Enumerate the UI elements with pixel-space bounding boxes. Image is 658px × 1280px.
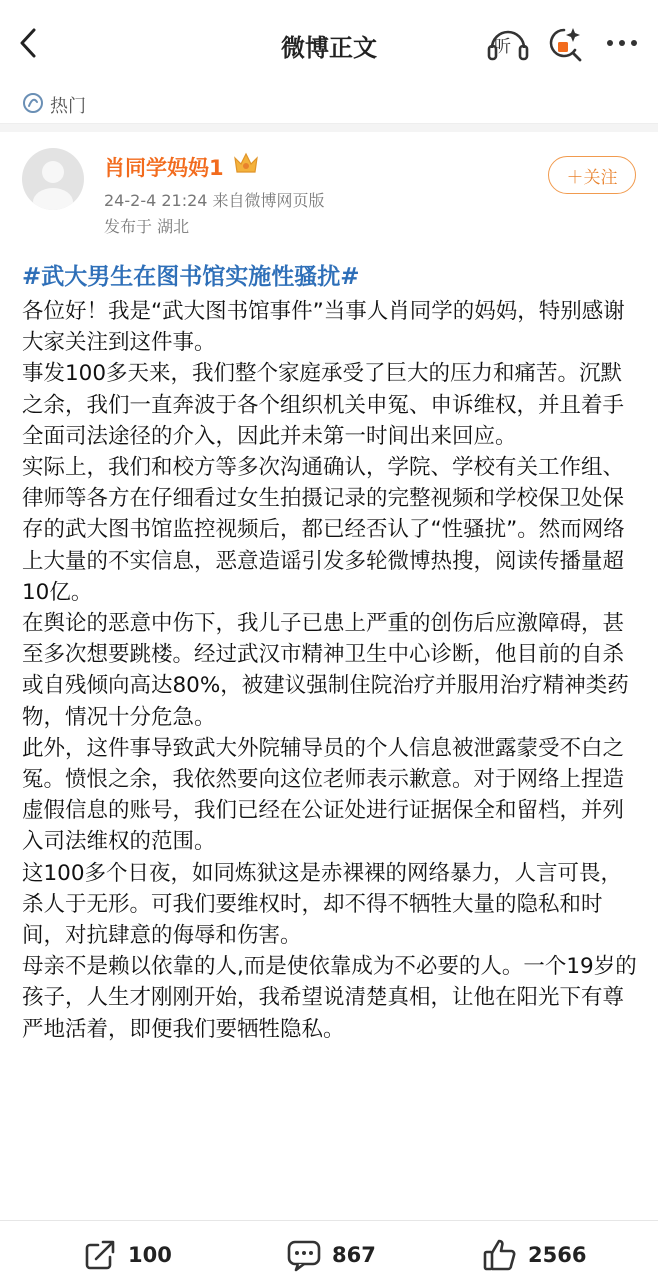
comment-icon bbox=[286, 1237, 322, 1273]
headphones-icon[interactable] bbox=[486, 24, 530, 64]
repost-icon bbox=[82, 1237, 118, 1273]
more-icon[interactable] bbox=[602, 28, 642, 58]
action-bar bbox=[0, 1220, 658, 1280]
post-body bbox=[22, 296, 638, 1045]
post-meta: 24-2-4 21:24 来自微博网页版 bbox=[104, 191, 325, 210]
post-paragraph: 母亲不是赖以依靠的人,而是使依靠成为不必要的人。一个19岁的孩子，人生才刚刚开始，我希望说清楚真相，让他在阳光下有尊严地活着，即便我们要牺牲隐私。 bbox=[22, 954, 637, 1042]
post-paragraph: 事发100多天来，我们整个家庭承受了巨大的压力和痛苦。沉默之余，我们一直奔波于各个组织机关申冤、申诉维权，并且着手全面司法途径的介入，因此并未第一时间出来回应。 bbox=[22, 361, 625, 449]
post-paragraph: 此外，这件事导致武大外院辅导员的个人信息被泄露蒙受不白之冤。愤恨之余，我依然要向这位老师表示歉意。对于网络上捏造虚假信息的账号，我们已经在公证处进行证据保全和留档，并列入司法维权的范围。 bbox=[22, 735, 625, 855]
repost-button[interactable] bbox=[82, 1235, 172, 1275]
hot-bar[interactable] bbox=[0, 84, 658, 124]
page-title: 微博正文 bbox=[281, 34, 377, 62]
repost-count: 100 bbox=[128, 1243, 172, 1267]
listen-label: 听 bbox=[494, 37, 511, 57]
follow-button[interactable]: ＋关注 bbox=[548, 156, 636, 194]
post-paragraph: 实际上，我们和校方等多次沟通确认，学院、学校有关工作组、律师等各方在仔细看过女生拍摄记录的完整视频和学校保卫处保存的武大图书馆监控视频后，都已经否认了“性骚扰”。然而网络上大量的不实信息，恶意造谣引发多轮微博热搜，阅读传播量超10亿。 bbox=[22, 455, 625, 605]
thumbs-up-icon bbox=[482, 1237, 518, 1273]
comment-count: 867 bbox=[332, 1243, 376, 1267]
comment-button[interactable] bbox=[286, 1235, 376, 1275]
hot-label: 热门 bbox=[50, 96, 86, 117]
post-paragraph: 在舆论的恶意中伤下，我儿子已患上严重的创伤后应激障碍，甚至多次想要跳楼。经过武汉市精神卫生中心诊断，他目前的自杀或自残倾向高达80%，被建议强制住院治疗并服用治疗精神类药物，情况十分危急。 bbox=[22, 611, 629, 730]
search-icon[interactable] bbox=[544, 24, 584, 64]
hot-icon bbox=[22, 92, 44, 114]
post-paragraph: 各位好！我是“武大图书馆事件”当事人肖同学的妈妈，特别感谢大家关注到这件事。 bbox=[22, 299, 625, 356]
post-location: 发布于 湖北 bbox=[104, 217, 190, 236]
section-divider bbox=[0, 124, 658, 132]
post-paragraph: 这100多个日夜，如同炼狱这是赤裸裸的网络暴力，人言可畏，杀人于无形。可我们要维权时，却不得不牺牲大量的隐私和时间，对抗肆意的侮辱和伤害。 bbox=[22, 860, 623, 949]
avatar-placeholder-icon bbox=[22, 148, 84, 210]
top-nav-bar bbox=[0, 0, 658, 84]
avatar[interactable] bbox=[22, 148, 84, 210]
like-button[interactable] bbox=[482, 1235, 586, 1275]
author-name[interactable]: 肖同学妈妈1 bbox=[104, 156, 224, 180]
crown-icon bbox=[232, 150, 260, 176]
like-count: 2566 bbox=[528, 1243, 587, 1267]
hashtag-link[interactable]: #武大男生在图书馆实施性骚扰# bbox=[22, 264, 360, 290]
